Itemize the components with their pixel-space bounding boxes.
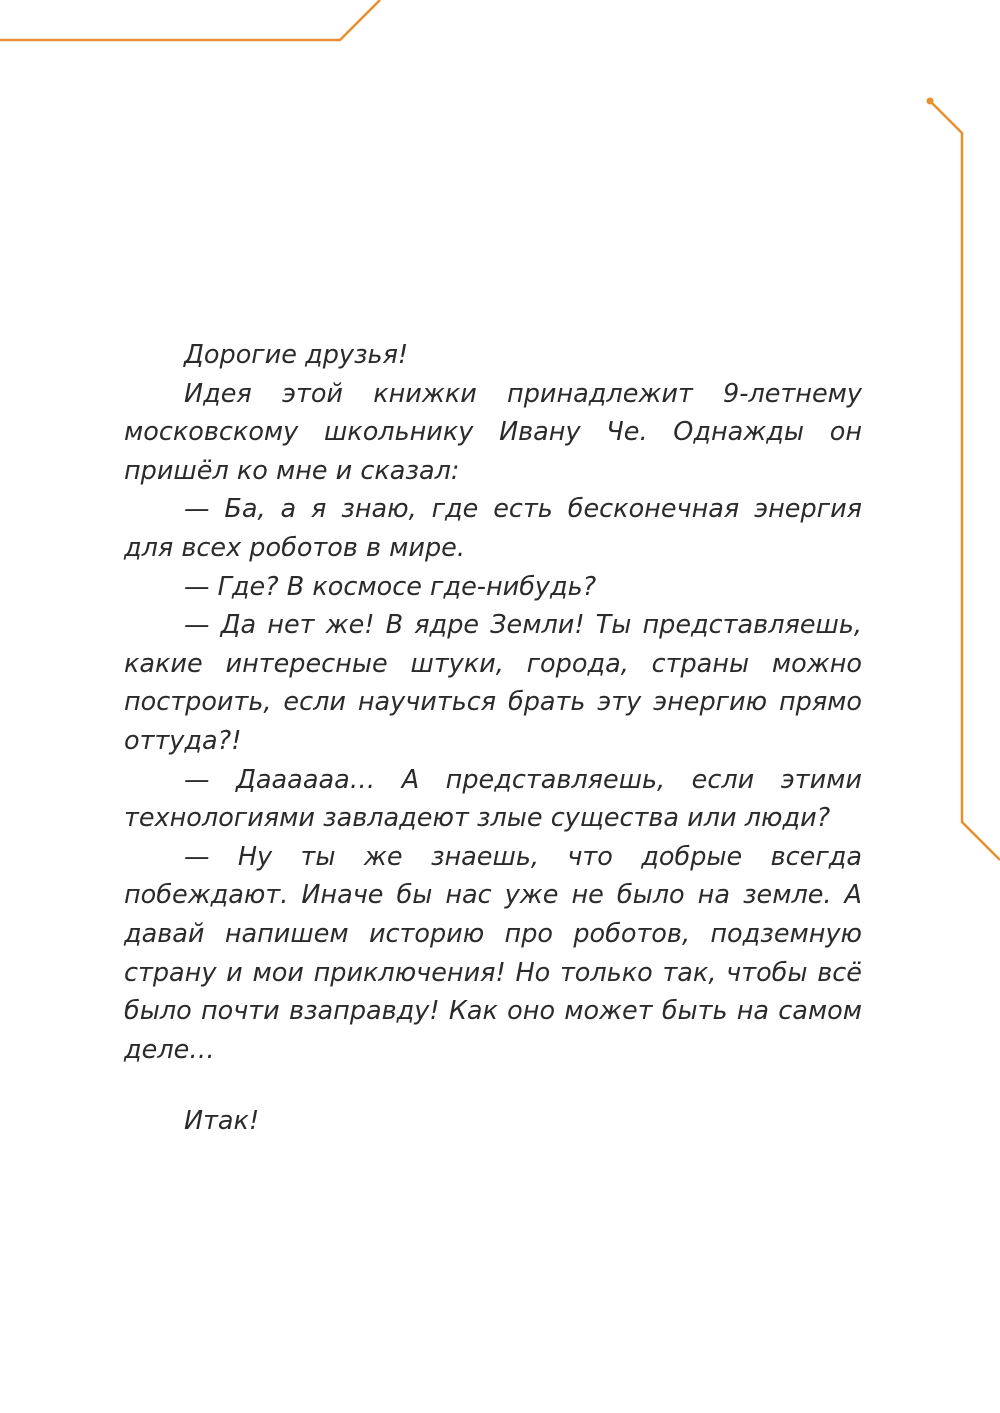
dialogue-line: — Даааааа… А представляешь, если этими технологиями завладеют злые существа или люди?: [124, 764, 862, 834]
dialogue-line: — Где? В космосе где-нибудь?: [184, 571, 597, 602]
dialogue-line: — Ну ты же знаешь, что добрые всегда побеждают. Иначе бы нас уже не было на земле. А давай напишем историю про роботов, подземную страну и мои приключения! Но только так, чтобы всё было почти взаправду! Как оно может быть на самом деле…: [124, 841, 862, 1065]
right-edge-line: [930, 101, 1000, 860]
dialogue-line: — Ба, а я знаю, где есть бесконечная энергия для всех роботов в мире.: [124, 494, 862, 563]
greeting-paragraph: Дорогие друзья!: [184, 340, 409, 370]
preface-text: [124, 336, 862, 1141]
top-left-corner-line: [0, 0, 380, 40]
right-edge-line-dot: [927, 98, 934, 105]
intro-paragraph: Идея этой книжки принадлежит 9-летнему московскому школьнику Ивану Че. Однажды он пришёл ко мне и сказал:: [124, 378, 862, 486]
closing-line: Итак!: [184, 1106, 260, 1137]
dialogue-line: — Да нет же! В ядре Земли! Ты представляешь, какие интересные штуки, города, страны можно построить, если научиться брать эту энергию прямо оттуда?!: [124, 610, 862, 756]
